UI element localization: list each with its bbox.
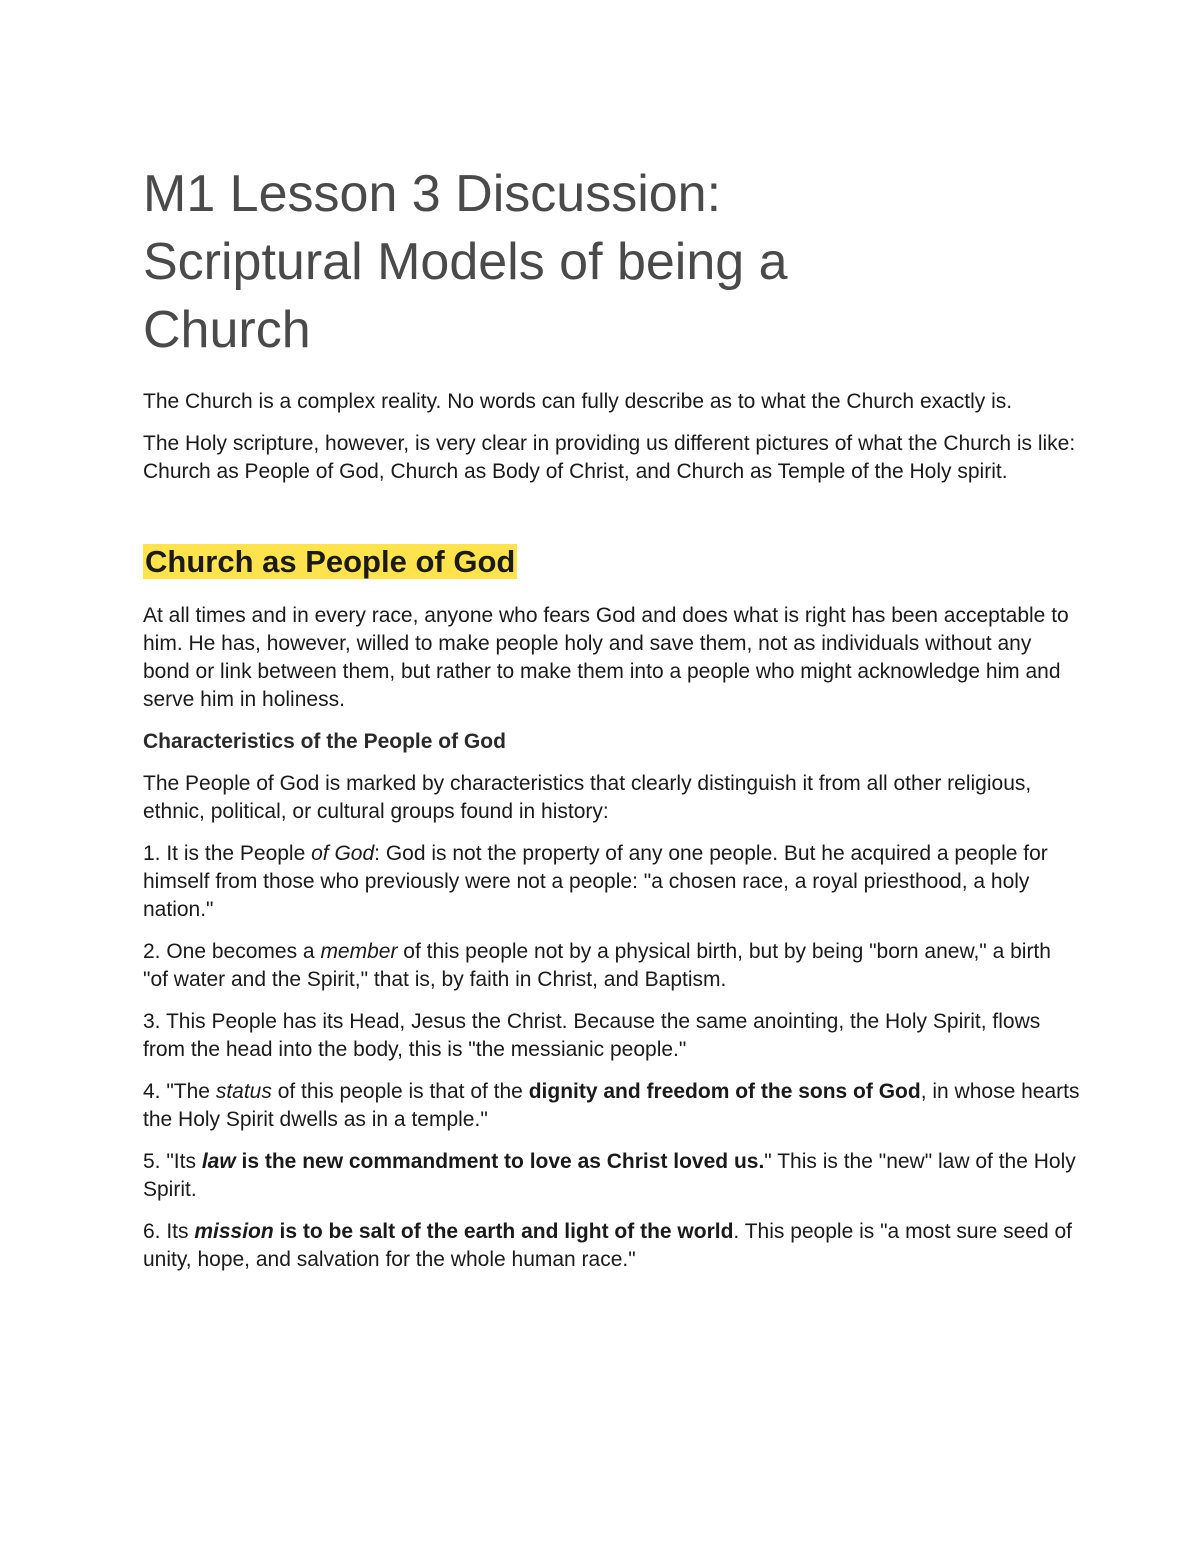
section-paragraph-1: At all times and in every race, anyone who fears God and does what is right has been acceptable to him. He has, however, willed to make people holy and save them, not as individuals without any bond or link between them, but rather to make them into a people who might acknowledge him and serve him in holiness. [143,604,1069,711]
item-number: 6. [143,1220,161,1243]
title-line-2: Scriptural Models of being a [143,233,788,291]
item-number: 5. [143,1150,161,1173]
subheading: Characteristics of the People of God [143,730,506,753]
page-title [143,160,1080,364]
title-line-1: M1 Lesson 3 Discussion: [143,165,722,223]
section-paragraph-2: The People of God is marked by characteristics that clearly distinguish it from all other religious, ethnic, political, or cultural groups found in history: [143,772,1032,823]
title-line-3: Church [143,301,311,359]
list-item-3: 3. This People has its Head, Jesus the Christ. Because the same anointing, the Holy Spirit, flows from the head into the body, this is "the messianic people." [143,1010,1041,1061]
list-item-5: 5. "Its law is the new commandment to love as Christ loved us." This is the "new" law of the Holy Spirit. [143,1150,1076,1201]
item-number: 2. [143,940,161,963]
item-number: 3. [143,1010,161,1033]
highlighted-heading-text: Church as People of God [145,544,516,579]
section-heading [143,542,1080,582]
item-number: 1. [143,842,161,865]
intro-paragraph-1: The Church is a complex reality. No words can fully describe as to what the Church exactly is. [143,390,1013,413]
section-spacer [143,500,1080,542]
list-item-6: 6. Its mission is to be salt of the earth and light of the world. This people is "a most sure seed of unity, hope, and salvation for the whole human race." [143,1220,1072,1271]
list-item-4: 4. "The status of this people is that of the dignity and freedom of the sons of God, in whose hearts the Holy Spirit dwells as in a temple." [143,1080,1080,1131]
list-item-1: 1. It is the People of God: God is not the property of any one people. But he acquired a people for himself from those who previously were not a people: "a chosen race, a royal priesthood, a holy nation." [143,842,1048,921]
item-number: 4. [143,1080,161,1103]
list-item-2: 2. One becomes a member of this people not by a physical birth, but by being "born anew," a birth "of water and the Spirit," that is, by faith in Christ, and Baptism. [143,940,1051,991]
intro-paragraph-2: The Holy scripture, however, is very clear in providing us different pictures of what the Church is like: Church as People of God, Church as Body of Christ, and Church as Temple of the Holy spirit. [143,432,1076,483]
